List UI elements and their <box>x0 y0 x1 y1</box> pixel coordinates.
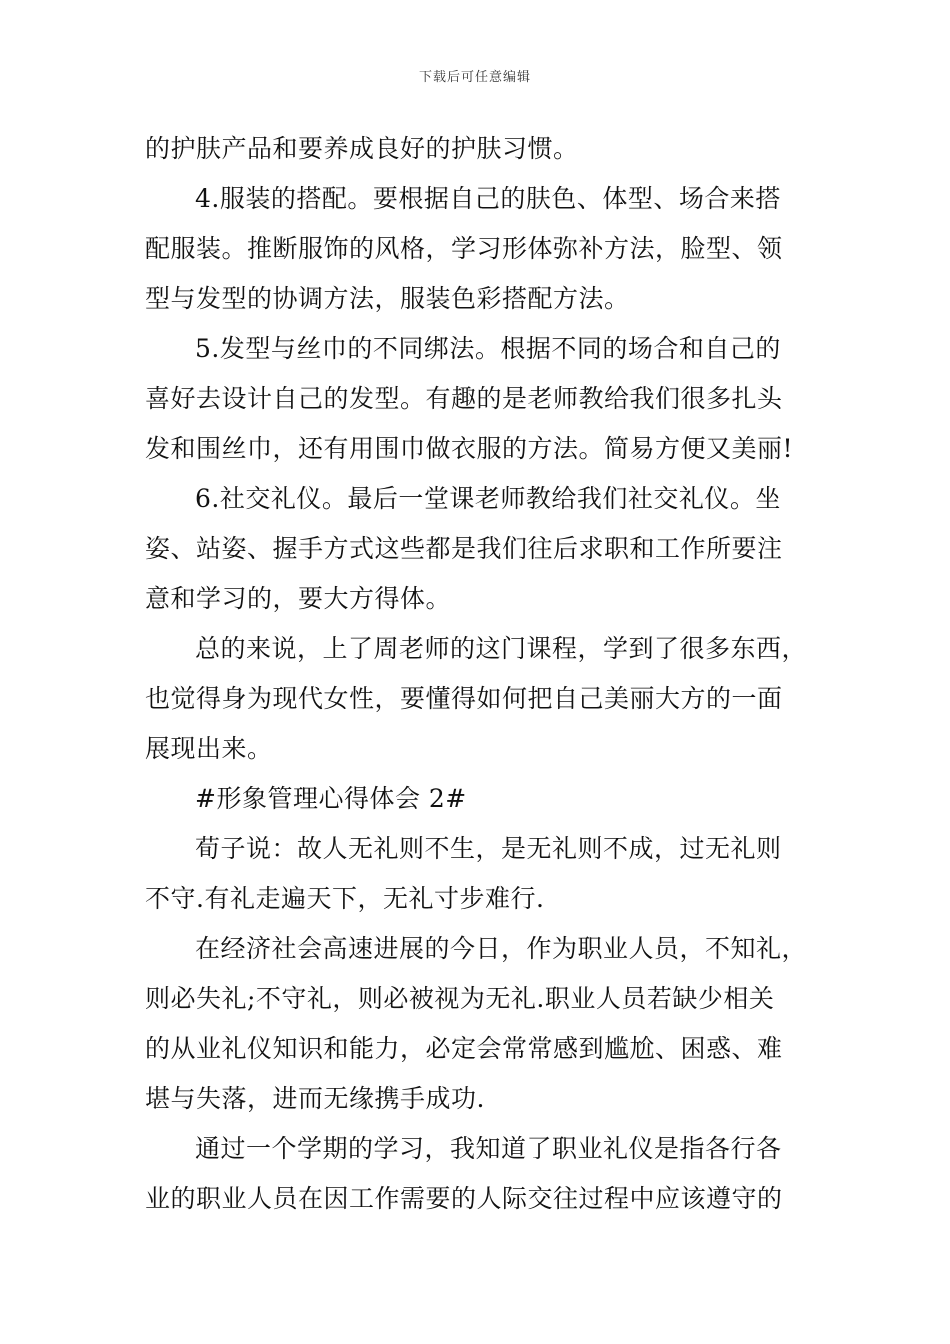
text-line: 堪与失落，进而无缘携手成功. <box>145 1084 485 1113</box>
text-line: 型与发型的协调方法，服装色彩搭配方法。 <box>145 284 630 313</box>
text-line: 配服装。推断服饰的风格，学习形体弥补方法，脸型、领 <box>145 234 783 263</box>
text-line: 则必失礼;不守礼，则必被视为无礼.职业人员若缺少相关 <box>145 984 775 1013</box>
text-line: 总的来说，上了周老师的这门课程，学到了很多东西， <box>195 634 808 663</box>
document-body <box>145 124 817 1224</box>
text-line: 也觉得身为现代女性，要懂得如何把自己美丽大方的一面 <box>145 684 783 713</box>
text-line: 展现出来。 <box>145 734 273 763</box>
text-line: 4.服装的搭配。要根据自己的肤色、体型、场合来搭 <box>195 184 781 213</box>
page-header: 下载后可任意编辑 <box>418 70 531 85</box>
section-heading: #形象管理心得体会 2# <box>195 784 467 813</box>
text-line: 5.发型与丝巾的不同绑法。根据不同的场合和自己的 <box>195 334 781 363</box>
text-line: 荀子说：故人无礼则不生，是无礼则不成，过无礼则 <box>195 834 782 863</box>
text-line: 发和围丝巾，还有用围巾做衣服的方法。简易方便又美丽! <box>145 434 794 463</box>
text-line: 在经济社会高速进展的今日，作为职业人员，不知礼， <box>195 934 808 963</box>
text-line: 不守.有礼走遍天下，无礼寸步难行. <box>145 884 545 913</box>
text-line: 的从业礼仪知识和能力，必定会常常感到尴尬、困惑、难 <box>145 1034 783 1063</box>
text-line: 的护肤产品和要养成良好的护肤习惯。 <box>145 134 579 163</box>
text-line: 意和学习的，要大方得体。 <box>145 584 452 613</box>
text-line: 6.社交礼仪。最后一堂课老师教给我们社交礼仪。坐 <box>195 484 781 513</box>
text-line: 喜好去设计自己的发型。有趣的是老师教给我们很多扎头 <box>145 384 783 413</box>
text-line: 姿、站姿、握手方式这些都是我们往后求职和工作所要注 <box>145 534 783 563</box>
text-line: 业的职业人员在因工作需要的人际交往过程中应该遵守的 <box>145 1184 783 1213</box>
text-line: 通过一个学期的学习，我知道了职业礼仪是指各行各 <box>195 1134 782 1163</box>
